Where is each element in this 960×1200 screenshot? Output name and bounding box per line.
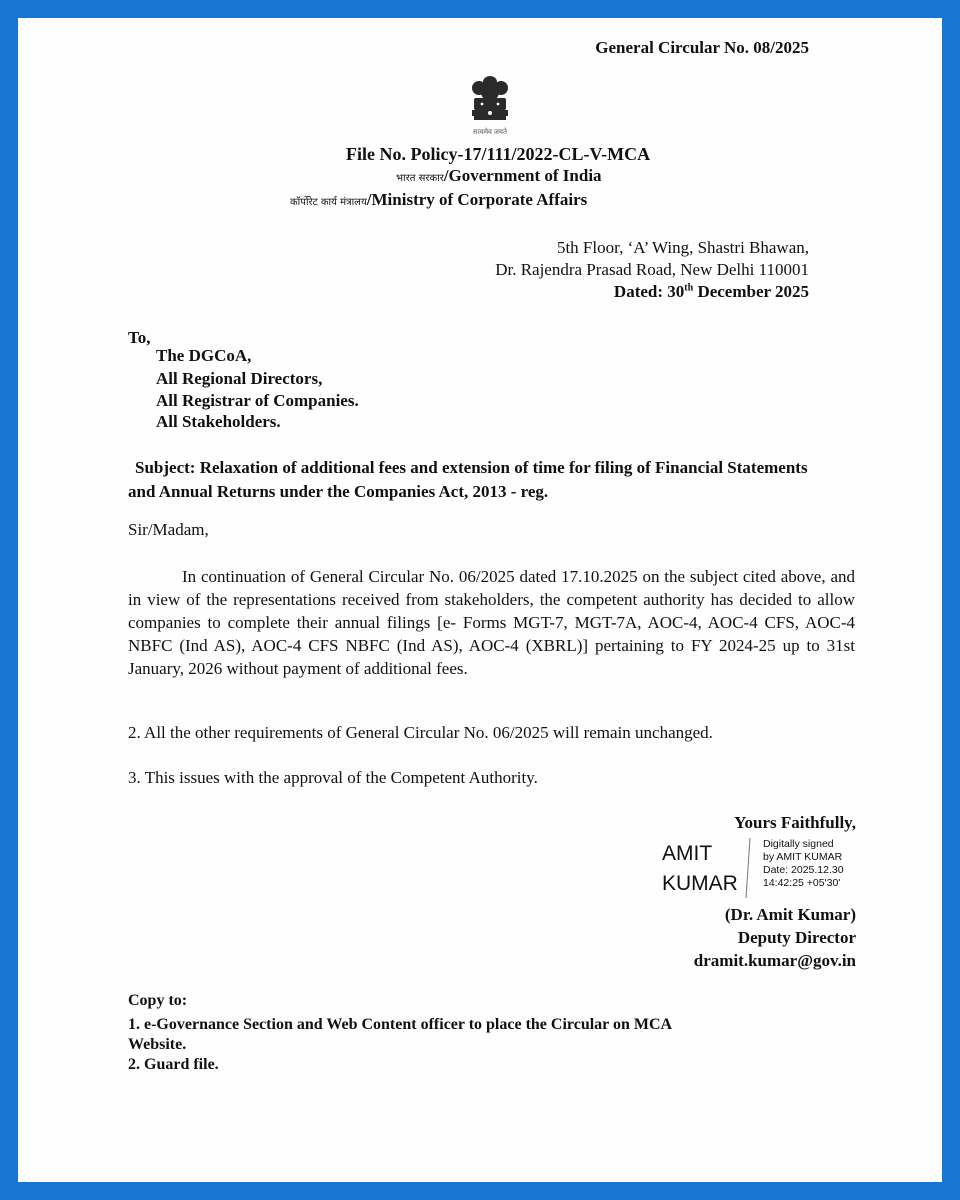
ministry-line <box>290 190 587 210</box>
government-line <box>396 166 602 186</box>
digital-signature-line: Digitally signed <box>763 838 834 850</box>
government-hindi: भारत सरकार <box>396 173 444 184</box>
copy-to-item: 2. Guard file. <box>128 1056 219 1073</box>
signatory-designation: Deputy Director <box>737 928 856 947</box>
subject: Subject: Relaxation of additional fees and extension of time for filing of Financial Statements and Annual Returns under the Companies Act, 2013 - reg. <box>128 458 808 501</box>
address-line-1: 5th Floor, ‘A’ Wing, Shastri Bhawan, <box>556 238 809 257</box>
signatory-email: dramit.kumar@gov.in <box>693 951 856 970</box>
ministry-english: /Ministry of Corporate Affairs <box>366 190 588 209</box>
ministry-hindi: कॉर्पोरेट कार्य मंत्रालय <box>290 197 367 208</box>
circular-number: General Circular No. 08/2025 <box>595 38 809 57</box>
dated: Dated: 30th December 2025 <box>613 282 809 301</box>
file-number: File No. Policy-17/111/2022-CL-V-MCA <box>346 144 651 164</box>
address-line-2: Dr. Rajendra Prasad Road, New Delhi 110001 <box>495 260 809 279</box>
emblem-motto: सत्यमेव जयते <box>473 128 507 136</box>
signature-divider <box>745 838 751 898</box>
to-label: To, <box>128 328 151 347</box>
recipient: The DGCoA, <box>156 346 252 365</box>
body-point-2: 2. All the other requirements of General Circular No. 06/2025 will remain unchanged. <box>128 723 713 742</box>
digital-signature-line: Date: 2025.12.30 <box>763 864 844 876</box>
body-point-3: 3. This issues with the approval of the Competent Authority. <box>128 768 538 787</box>
recipient: All Regional Directors, <box>156 369 323 388</box>
copy-to-label: Copy to: <box>128 992 188 1009</box>
signature-name-line-1: AMIT <box>662 842 713 865</box>
salutation: Sir/Madam, <box>128 520 209 539</box>
digital-signature-line: 14:42:25 +05'30' <box>763 877 841 889</box>
recipient: All Registrar of Companies. <box>156 391 359 410</box>
government-english: /Government of India <box>443 166 602 185</box>
signature-name-line-2: KUMAR <box>662 872 738 895</box>
recipient: All Stakeholders. <box>156 412 281 431</box>
closing: Yours Faithfully, <box>734 813 856 832</box>
copy-to-item: Website. <box>128 1036 187 1053</box>
copy-to-item: 1. e-Governance Section and Web Content officer to place the Circular on MCA <box>128 1016 673 1033</box>
digital-signature-line: by AMIT KUMAR <box>763 851 843 863</box>
signatory-name: (Dr. Amit Kumar) <box>724 905 856 924</box>
body-paragraph-1: In continuation of General Circular No. 06/2025 dated 17.10.2025 on the subject cited above, and in view of the representations received from stakeholders, the competent authority has decided to allow companies to complete their annual filings [e- Forms MGT-7, MGT-7A, AOC-4, AOC-4 CFS, AOC-4 NBFC (Ind AS), AOC-4 CFS NBFC (Ind AS), AOC-4 (XBRL)] pertaining to FY 2024-25 up to 31st January, 2026 without payment of additional fees. <box>128 567 855 678</box>
